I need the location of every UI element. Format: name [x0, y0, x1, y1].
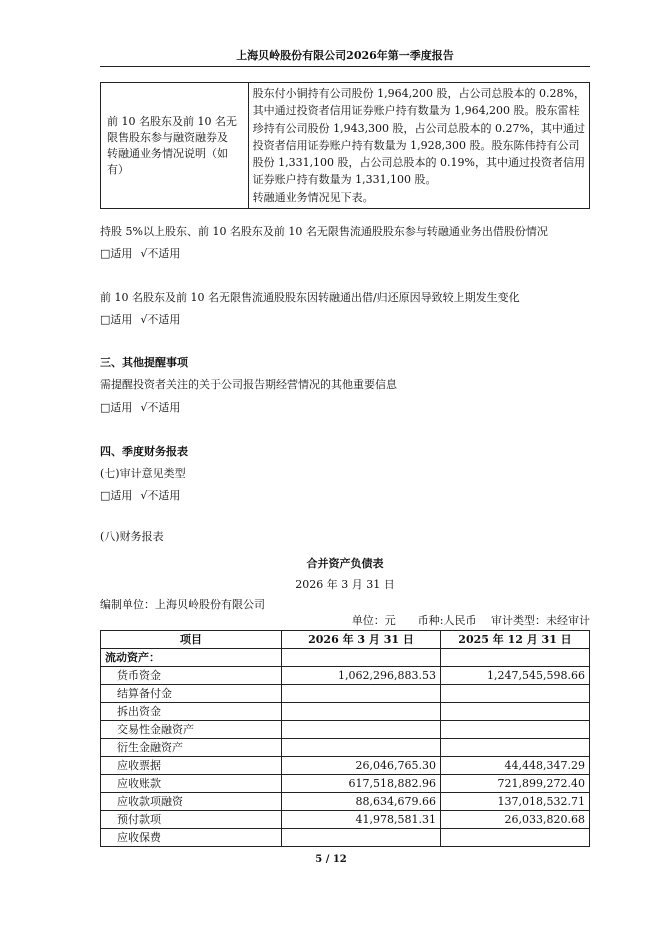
table-row: [101, 829, 590, 847]
header-current: 2026 年 3 月 31 日: [282, 631, 441, 649]
label-line: 有）: [107, 162, 129, 176]
row-prior: [441, 685, 590, 703]
header-divider: [100, 66, 590, 67]
content-line: 证券账户持有数量为 1,331,100 股。: [252, 173, 437, 187]
reminders-applicable-checkbox[interactable]: □适用: [100, 401, 133, 414]
row-current: 1,062,296,883.53: [282, 667, 441, 685]
audit-options: [100, 488, 180, 504]
row-current: 26,046,765.30: [282, 757, 441, 775]
row-prior: [441, 721, 590, 739]
label-line: 转融通业务情况说明（如: [107, 146, 228, 160]
shareholder-note-content: [248, 83, 589, 209]
row-item: 预付款项: [101, 811, 282, 829]
audit-opinion-title: (七)审计意见类型: [100, 467, 186, 480]
content-line: 其中通过投资者信用证券账户持有数量为 1,964,200 股。股东雷桂: [252, 104, 580, 118]
table-row: [101, 775, 590, 793]
reminders-text: 需提醒投资者关注的关于公司报告期经营情况的其他重要信息: [100, 378, 397, 391]
table-row: [101, 685, 590, 703]
lending-question: 持股 5%以上股东、前 10 名股东及前 10 名无限售流通股股东参与转融通业务出借股份情况: [100, 225, 548, 238]
header-item: 项目: [101, 631, 282, 649]
table-row: [101, 667, 590, 685]
balance-sheet-title: 合并资产负债表: [306, 557, 384, 570]
page-header-title: 上海贝岭股份有限公司2026年第一季度报告: [236, 49, 454, 62]
row-item: 应收账款: [101, 775, 282, 793]
row-prior: 137,018,532.71: [441, 793, 590, 811]
change-question: 前 10 名股东及前 10 名无限售流通股股东因转融通出借/归还原因导致较上期发生变化: [100, 291, 520, 304]
lending-applicable-checkbox[interactable]: □适用: [100, 247, 133, 260]
row-item: 交易性金融资产: [101, 721, 282, 739]
change-applicable-checkbox[interactable]: □适用: [100, 313, 133, 326]
reminders-not-applicable-checkbox[interactable]: √不适用: [140, 401, 181, 414]
section-heading-reminders: 三、其他提醒事项: [100, 356, 188, 369]
shareholder-note-table: [100, 82, 590, 209]
unit-line: 单位：元 币种:人民币 审计类型：未经审计: [351, 614, 590, 627]
row-current: 617,518,882.96: [282, 775, 441, 793]
table-row: [101, 757, 590, 775]
preparer: 编制单位：上海贝岭股份有限公司: [100, 598, 265, 611]
section-row: [101, 649, 590, 667]
row-item: 货币资金: [101, 667, 282, 685]
change-options: [100, 312, 180, 328]
shareholder-note-label: [101, 83, 249, 209]
row-prior: 26,033,820.68: [441, 811, 590, 829]
row-prior: 1,247,545,598.66: [441, 667, 590, 685]
row-prior: [441, 703, 590, 721]
page-number: 5 / 12: [315, 854, 347, 865]
row-item: 拆出资金: [101, 703, 282, 721]
table-row: [101, 739, 590, 757]
table-row: [101, 811, 590, 829]
row-current: [282, 721, 441, 739]
row-current: [282, 685, 441, 703]
balance-sheet-date: 2026 年 3 月 31 日: [295, 578, 395, 591]
row-item: 结算备付金: [101, 685, 282, 703]
row-prior: [441, 829, 590, 847]
change-not-applicable-checkbox[interactable]: √不适用: [140, 313, 181, 326]
reminders-options: [100, 400, 180, 416]
row-item: 应收款项融资: [101, 793, 282, 811]
label-line: 前 10 名股东及前 10 名无: [107, 114, 237, 128]
row-current: [282, 703, 441, 721]
lending-options: [100, 246, 180, 262]
content-line: 转融通业务情况见下表。: [252, 190, 374, 204]
content-line: 股东付小铜持有公司股份 1,964,200 股，占公司总股本的 0.28%，: [252, 87, 585, 100]
row-item: 应收保费: [101, 829, 282, 847]
balance-sheet-table: [100, 630, 590, 847]
content-line: 投资者信用证券账户持有数量为 1,928,300 股。股东陈伟持有公司: [252, 138, 580, 152]
lending-not-applicable-checkbox[interactable]: √不适用: [140, 247, 181, 260]
row-prior: 44,448,347.29: [441, 757, 590, 775]
row-current: [282, 829, 441, 847]
table-row: [101, 793, 590, 811]
table-header-row: [101, 631, 590, 649]
row-current: [282, 739, 441, 757]
section-heading-financials: 四、季度财务报表: [100, 445, 188, 458]
audit-applicable-checkbox[interactable]: □适用: [100, 489, 133, 502]
row-prior: 721,899,272.40: [441, 775, 590, 793]
financial-statements-title: (八)财务报表: [100, 530, 164, 543]
row-item: 应收票据: [101, 757, 282, 775]
table-row: [101, 721, 590, 739]
row-current: 41,978,581.31: [282, 811, 441, 829]
table-row: [101, 703, 590, 721]
content-line: 珍持有公司股份 1,943,300 股，占公司总股本的 0.27%，其中通过: [252, 121, 585, 135]
audit-not-applicable-checkbox[interactable]: √不适用: [140, 489, 181, 502]
label-line: 限售股东参与融资融券及: [107, 130, 228, 144]
row-current: 88,634,679.66: [282, 793, 441, 811]
section-label: 流动资产：: [101, 649, 282, 667]
header-prior: 2025 年 12 月 31 日: [441, 631, 590, 649]
content-line: 股份 1,331,100 股，占公司总股本的 0.19%，其中通过投资者信用: [252, 156, 585, 170]
row-item: 衍生金融资产: [101, 739, 282, 757]
row-prior: [441, 739, 590, 757]
